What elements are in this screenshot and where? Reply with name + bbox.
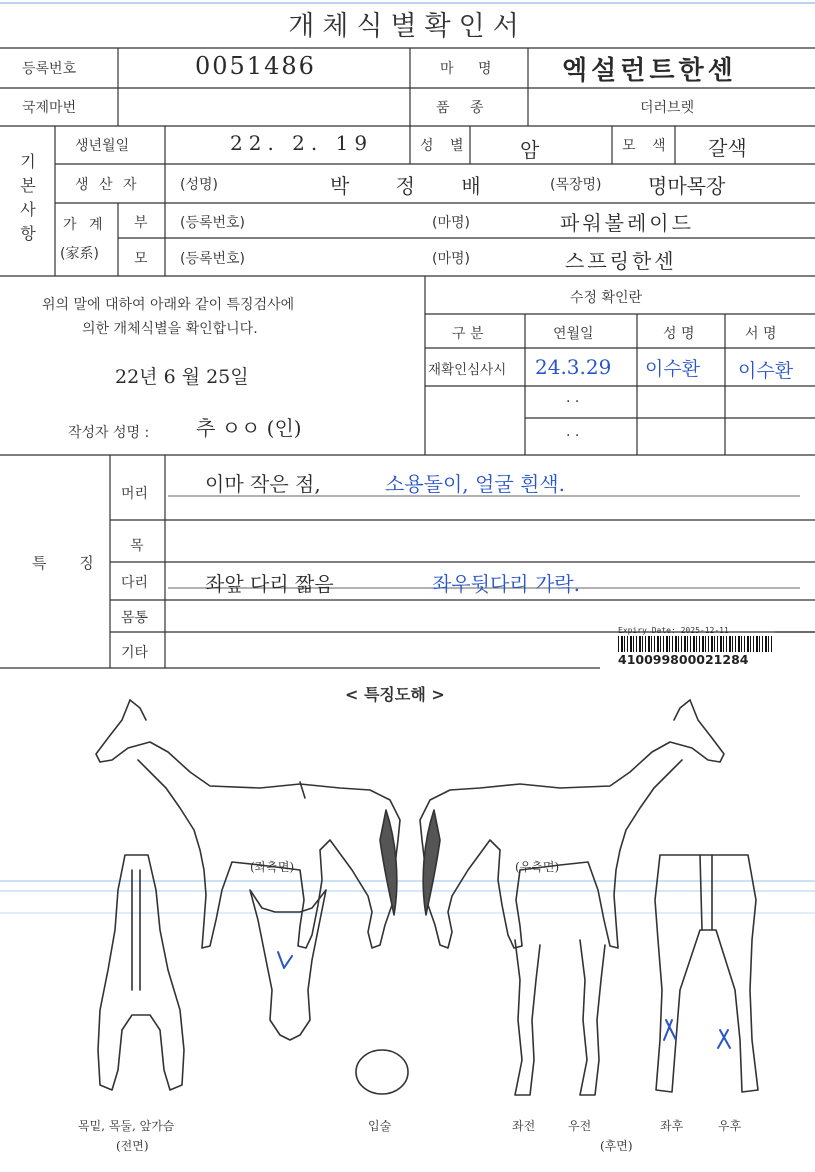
document-title: 개체식별확인서 [288,11,527,42]
revision-title: 수정 확인란 [570,290,643,306]
horse-head-front-drawing [250,890,326,1040]
sex-value: 암 [520,138,540,162]
feature-leg-value: 좌앞 다리 짧음 [205,572,334,596]
horse-rear-view-drawing [655,855,758,1092]
revision-row-sign: 이수환 [738,360,794,382]
ranch-value: 명마목장 [648,174,726,198]
horse-name-label: 마 명 [440,61,502,77]
producer-label: 생 산 자 [75,177,140,193]
revision-row-date: · · [566,428,580,444]
revision-header-sign: 서 명 [745,326,777,342]
front-view-label: (전면) [116,1139,149,1153]
sire-name-label: (마명) [432,215,470,231]
producer-name-value: 박 정 배 [330,174,501,198]
revision-header-type: 구 분 [452,326,484,342]
feature-head-label: 머리 [121,486,149,502]
feature-neck-label: 목 [130,538,144,554]
sire-label: 부 [134,215,148,231]
right-side-label: (우측면) [515,860,560,874]
front-caption: 목밑, 목둘, 앞가슴 [78,1119,175,1133]
lineage-label: 가 계 [63,217,107,233]
birth-date-value: 22. 2. 19 [230,131,374,155]
feature-leg-value-blue: 좌우뒷다리 가락. [432,572,580,596]
sire-reg-label: (등록번호) [180,215,246,231]
right-front-label: 우전 [568,1119,592,1133]
breed-value: 더러브렛 [640,100,695,116]
horse-left-side-drawing [96,700,400,948]
writer-label: 작성자 성명 : [68,425,150,441]
left-hind-label: 좌후 [660,1119,684,1133]
left-side-label: (좌측면) [250,860,295,874]
lips-drawing [356,1050,408,1094]
sire-name-value: 파워볼레이드 [560,211,694,235]
coat-color-label: 모 색 [622,138,672,154]
intl-number-label: 국제마번 [22,100,77,116]
confirm-date: 22년 6 월 25일 [115,366,249,388]
breed-label: 품 종 [436,100,492,116]
reg-number-value: 0051486 [195,52,316,80]
diagram-title: < 특징도해 > [345,685,445,704]
coat-color-value: 갈색 [708,136,747,160]
basic-info-side-label: 기 본 사 항 [20,152,36,243]
feature-other-label: 기타 [121,645,149,661]
confirm-text-line1: 위의 말에 대하여 아래와 같이 특징검사에 [42,297,295,313]
right-hind-label: 우후 [718,1119,742,1133]
revision-row-date: 24.3.29 [535,355,612,379]
rear-view-label: (후면) [600,1139,633,1153]
dam-name-label: (마명) [432,251,470,267]
horse-front-legs-drawing [515,940,605,1095]
ranch-label: (목장명) [550,177,602,193]
barcode-sticker [618,626,774,667]
horse-diagram [0,690,815,1150]
lineage-hanja-label: (家系) [60,246,99,262]
horse-right-side-drawing [420,700,724,948]
barcode-number: 410099800021284 [618,652,749,667]
birth-date-label: 생년월일 [75,138,130,154]
barcode-expiry: Expiry Date: 2025-12-11 [618,626,729,635]
confirm-text-line2: 의한 개체식별을 확인합니다. [82,321,258,337]
producer-name-label: (성명) [180,177,218,193]
dam-reg-label: (등록번호) [180,251,246,267]
feature-leg-label: 다리 [121,575,149,591]
writer-signature: 추 ㅇㅇ (인) [196,416,302,440]
reg-number-label: 등록번호 [22,61,77,77]
feature-head-value-blue: 소용돌이, 얼굴 흰색. [385,472,565,496]
horse-name-stamp: 엑설런트한센 [562,56,737,86]
sex-label: 성 별 [420,138,470,154]
features-side-label: 특 징 [32,554,108,572]
horse-front-view-drawing [98,855,184,1090]
revision-row-type: 재확인심사시 [428,362,507,378]
revision-header-name: 성 명 [663,326,695,342]
barcode-bars [618,636,774,652]
feature-body-label: 몸통 [121,610,149,626]
dam-name-value: 스프링한센 [565,249,677,273]
revision-row-date: · · [566,394,580,410]
feature-head-value: 이마 작은 점, [205,472,321,496]
left-front-label: 좌전 [512,1119,536,1133]
dam-label: 모 [134,251,148,267]
lips-label: 입술 [368,1119,392,1133]
revision-header-date: 연월일 [553,326,594,342]
revision-row-name: 이수환 [645,358,701,380]
